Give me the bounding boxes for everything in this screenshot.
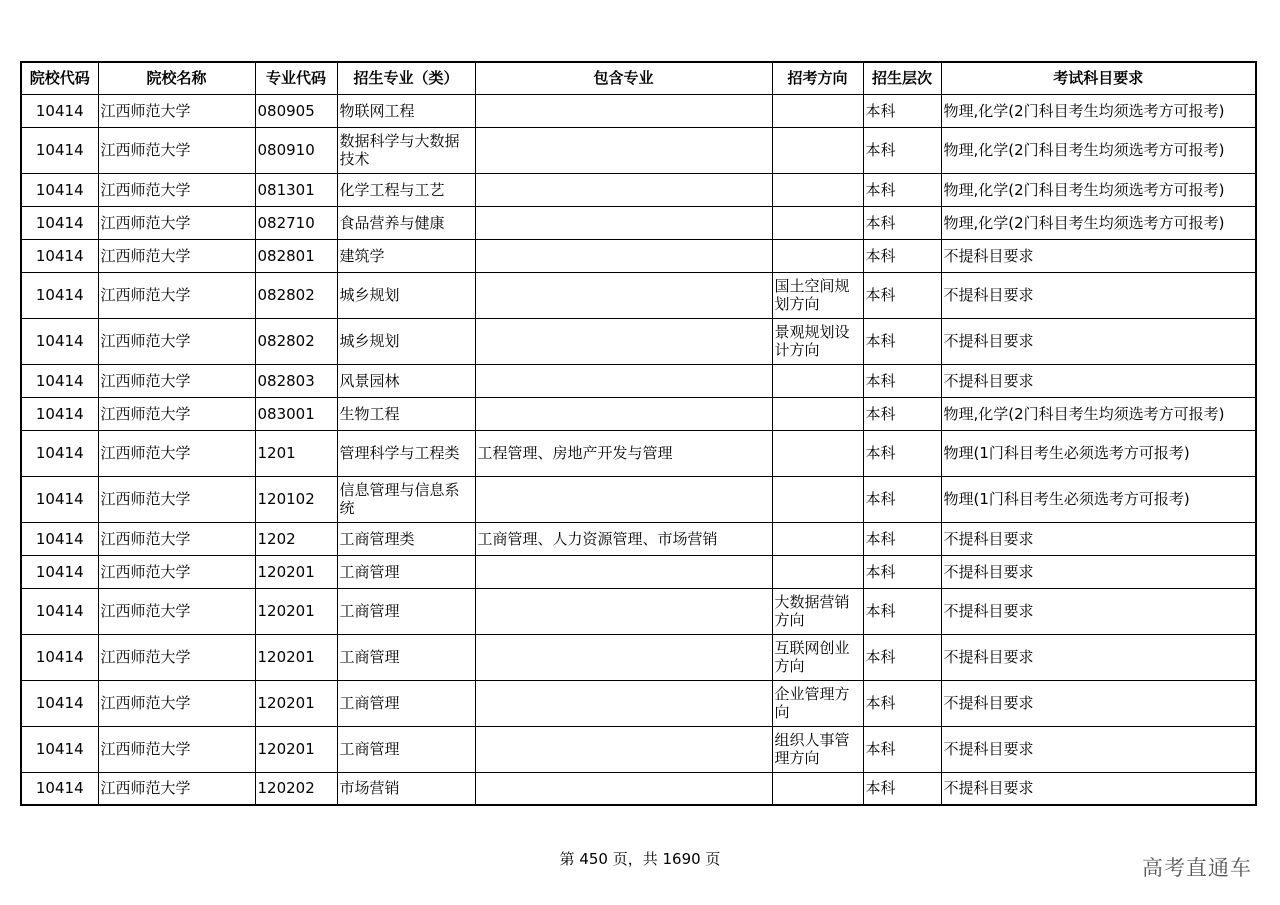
table-row <box>21 364 1256 397</box>
cell-included-majors <box>475 397 772 430</box>
cell-included-majors <box>475 680 772 726</box>
cell-subject-requirement: 不提科目要求 <box>941 680 1256 726</box>
cell-major: 市场营销 <box>337 772 475 805</box>
cell-included-majors <box>475 127 772 173</box>
cell-major-code: 082802 <box>255 272 337 318</box>
cell-direction: 国土空间规划方向 <box>772 272 863 318</box>
cell-level: 本科 <box>863 239 941 272</box>
cell-level: 本科 <box>863 772 941 805</box>
cell-major: 信息管理与信息系统 <box>337 476 475 522</box>
cell-included-majors <box>475 318 772 364</box>
table-row <box>21 239 1256 272</box>
cell-direction <box>772 476 863 522</box>
cell-included-majors <box>475 206 772 239</box>
cell-included-majors <box>475 726 772 772</box>
cell-major-code: 120102 <box>255 476 337 522</box>
cell-subject-requirement: 物理,化学(2门科目考生均须选考方可报考) <box>941 173 1256 206</box>
table-row <box>21 397 1256 430</box>
cell-school-code: 10414 <box>21 555 98 588</box>
cell-subject-requirement: 不提科目要求 <box>941 239 1256 272</box>
cell-school-name: 江西师范大学 <box>98 272 255 318</box>
header-major-code: 专业代码 <box>255 62 337 94</box>
cell-direction <box>772 522 863 555</box>
cell-direction: 互联网创业方向 <box>772 634 863 680</box>
table-row <box>21 127 1256 173</box>
table-row <box>21 318 1256 364</box>
cell-major-code: 120201 <box>255 726 337 772</box>
cell-included-majors <box>475 239 772 272</box>
cell-direction: 企业管理方向 <box>772 680 863 726</box>
table-row <box>21 476 1256 522</box>
cell-level: 本科 <box>863 476 941 522</box>
cell-school-name: 江西师范大学 <box>98 634 255 680</box>
cell-subject-requirement: 不提科目要求 <box>941 522 1256 555</box>
cell-school-name: 江西师范大学 <box>98 726 255 772</box>
header-direction: 招考方向 <box>772 62 863 94</box>
cell-major-code: 081301 <box>255 173 337 206</box>
cell-direction <box>772 206 863 239</box>
cell-school-code: 10414 <box>21 94 98 127</box>
cell-school-code: 10414 <box>21 522 98 555</box>
cell-included-majors <box>475 272 772 318</box>
cell-level: 本科 <box>863 555 941 588</box>
cell-major: 工商管理 <box>337 588 475 634</box>
cell-level: 本科 <box>863 94 941 127</box>
cell-school-code: 10414 <box>21 772 98 805</box>
table-row <box>21 555 1256 588</box>
cell-major: 工商管理 <box>337 680 475 726</box>
cell-direction: 景观规划设计方向 <box>772 318 863 364</box>
table-row <box>21 588 1256 634</box>
page-number: 第 450 页，共 1690 页 <box>559 850 721 868</box>
cell-subject-requirement: 不提科目要求 <box>941 772 1256 805</box>
cell-major: 食品营养与健康 <box>337 206 475 239</box>
cell-major-code: 120201 <box>255 588 337 634</box>
cell-included-majors: 工程管理、房地产开发与管理 <box>475 430 772 476</box>
cell-school-name: 江西师范大学 <box>98 680 255 726</box>
cell-school-name: 江西师范大学 <box>98 522 255 555</box>
cell-major-code: 082801 <box>255 239 337 272</box>
cell-school-code: 10414 <box>21 206 98 239</box>
cell-direction <box>772 127 863 173</box>
admissions-table <box>20 61 1257 806</box>
cell-subject-requirement: 物理,化学(2门科目考生均须选考方可报考) <box>941 206 1256 239</box>
cell-school-name: 江西师范大学 <box>98 397 255 430</box>
cell-direction <box>772 239 863 272</box>
table-row <box>21 726 1256 772</box>
cell-direction <box>772 430 863 476</box>
table-row <box>21 206 1256 239</box>
cell-school-name: 江西师范大学 <box>98 555 255 588</box>
cell-included-majors: 工商管理、人力资源管理、市场营销 <box>475 522 772 555</box>
cell-major-code: 080910 <box>255 127 337 173</box>
cell-major-code: 120201 <box>255 680 337 726</box>
cell-subject-requirement: 物理,化学(2门科目考生均须选考方可报考) <box>941 127 1256 173</box>
table-row <box>21 430 1256 476</box>
cell-school-code: 10414 <box>21 173 98 206</box>
cell-level: 本科 <box>863 680 941 726</box>
cell-direction: 大数据营销方向 <box>772 588 863 634</box>
cell-direction <box>772 173 863 206</box>
cell-school-name: 江西师范大学 <box>98 772 255 805</box>
cell-included-majors <box>475 588 772 634</box>
cell-included-majors <box>475 173 772 206</box>
cell-level: 本科 <box>863 318 941 364</box>
table-row <box>21 680 1256 726</box>
cell-major: 管理科学与工程类 <box>337 430 475 476</box>
cell-major-code: 080905 <box>255 94 337 127</box>
cell-school-code: 10414 <box>21 318 98 364</box>
cell-subject-requirement: 不提科目要求 <box>941 272 1256 318</box>
cell-school-code: 10414 <box>21 726 98 772</box>
table-row <box>21 94 1256 127</box>
cell-direction <box>772 555 863 588</box>
cell-included-majors <box>475 364 772 397</box>
cell-direction <box>772 364 863 397</box>
cell-included-majors <box>475 772 772 805</box>
cell-school-name: 江西师范大学 <box>98 206 255 239</box>
cell-direction <box>772 397 863 430</box>
cell-major: 数据科学与大数据技术 <box>337 127 475 173</box>
cell-subject-requirement: 不提科目要求 <box>941 318 1256 364</box>
cell-subject-requirement: 不提科目要求 <box>941 726 1256 772</box>
cell-school-name: 江西师范大学 <box>98 239 255 272</box>
cell-school-code: 10414 <box>21 588 98 634</box>
cell-school-name: 江西师范大学 <box>98 476 255 522</box>
cell-major: 工商管理类 <box>337 522 475 555</box>
cell-school-name: 江西师范大学 <box>98 318 255 364</box>
header-included-majors: 包含专业 <box>475 62 772 94</box>
table-row <box>21 522 1256 555</box>
table-row <box>21 634 1256 680</box>
cell-direction: 组织人事管理方向 <box>772 726 863 772</box>
cell-subject-requirement: 不提科目要求 <box>941 364 1256 397</box>
table-row <box>21 272 1256 318</box>
header-subject-requirement: 考试科目要求 <box>941 62 1256 94</box>
cell-school-code: 10414 <box>21 127 98 173</box>
cell-major-code: 082710 <box>255 206 337 239</box>
cell-subject-requirement: 不提科目要求 <box>941 555 1256 588</box>
cell-level: 本科 <box>863 364 941 397</box>
cell-subject-requirement: 不提科目要求 <box>941 588 1256 634</box>
cell-subject-requirement: 不提科目要求 <box>941 634 1256 680</box>
cell-level: 本科 <box>863 127 941 173</box>
cell-level: 本科 <box>863 272 941 318</box>
cell-major-code: 1201 <box>255 430 337 476</box>
cell-major: 工商管理 <box>337 634 475 680</box>
cell-school-name: 江西师范大学 <box>98 127 255 173</box>
cell-included-majors <box>475 476 772 522</box>
cell-level: 本科 <box>863 726 941 772</box>
cell-school-code: 10414 <box>21 272 98 318</box>
cell-major-code: 082803 <box>255 364 337 397</box>
cell-major: 工商管理 <box>337 726 475 772</box>
header-level: 招生层次 <box>863 62 941 94</box>
cell-direction <box>772 94 863 127</box>
cell-level: 本科 <box>863 634 941 680</box>
cell-major-code: 120201 <box>255 555 337 588</box>
cell-direction <box>772 772 863 805</box>
cell-subject-requirement: 物理(1门科目考生必须选考方可报考) <box>941 476 1256 522</box>
cell-included-majors <box>475 634 772 680</box>
cell-subject-requirement: 物理,化学(2门科目考生均须选考方可报考) <box>941 397 1256 430</box>
header-major: 招生专业（类） <box>337 62 475 94</box>
table-body <box>21 94 1256 805</box>
cell-subject-requirement: 物理(1门科目考生必须选考方可报考) <box>941 430 1256 476</box>
cell-major-code: 082802 <box>255 318 337 364</box>
cell-level: 本科 <box>863 588 941 634</box>
cell-major-code: 1202 <box>255 522 337 555</box>
cell-major: 工商管理 <box>337 555 475 588</box>
cell-level: 本科 <box>863 173 941 206</box>
cell-school-code: 10414 <box>21 634 98 680</box>
cell-school-code: 10414 <box>21 239 98 272</box>
cell-major: 化学工程与工艺 <box>337 173 475 206</box>
cell-school-code: 10414 <box>21 680 98 726</box>
watermark: 高考直通车 <box>1142 856 1252 880</box>
cell-major: 建筑学 <box>337 239 475 272</box>
cell-major-code: 083001 <box>255 397 337 430</box>
table-header-row <box>21 62 1256 94</box>
cell-school-code: 10414 <box>21 476 98 522</box>
cell-included-majors <box>475 94 772 127</box>
cell-level: 本科 <box>863 397 941 430</box>
cell-major-code: 120201 <box>255 634 337 680</box>
header-school-name: 院校名称 <box>98 62 255 94</box>
cell-major: 城乡规划 <box>337 318 475 364</box>
cell-level: 本科 <box>863 430 941 476</box>
cell-major: 城乡规划 <box>337 272 475 318</box>
cell-school-name: 江西师范大学 <box>98 430 255 476</box>
cell-school-name: 江西师范大学 <box>98 94 255 127</box>
cell-school-code: 10414 <box>21 430 98 476</box>
cell-school-code: 10414 <box>21 364 98 397</box>
table-row <box>21 772 1256 805</box>
cell-included-majors <box>475 555 772 588</box>
cell-level: 本科 <box>863 522 941 555</box>
cell-major-code: 120202 <box>255 772 337 805</box>
cell-school-code: 10414 <box>21 397 98 430</box>
table-row <box>21 173 1256 206</box>
cell-school-name: 江西师范大学 <box>98 364 255 397</box>
cell-level: 本科 <box>863 206 941 239</box>
cell-major: 生物工程 <box>337 397 475 430</box>
cell-major: 物联网工程 <box>337 94 475 127</box>
cell-major: 风景园林 <box>337 364 475 397</box>
cell-school-name: 江西师范大学 <box>98 173 255 206</box>
cell-subject-requirement: 物理,化学(2门科目考生均须选考方可报考) <box>941 94 1256 127</box>
cell-school-name: 江西师范大学 <box>98 588 255 634</box>
header-school-code: 院校代码 <box>21 62 98 94</box>
